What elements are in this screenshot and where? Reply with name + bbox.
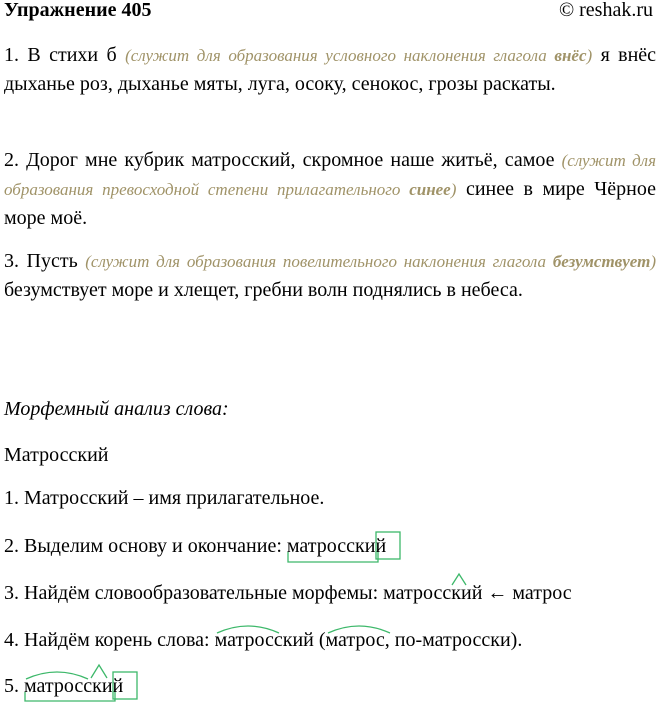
- sentence-1: 1. В стихи б (служит для образования условного наклонения глагола внёс) я внёс дыханье роз, дыханье мяты, луга, осоку, сенокос, грозы раскаты.: [4, 44, 657, 95]
- exercise-title: Упражнение 405: [4, 0, 152, 21]
- analysis-heading: Морфемный анализ слова:: [4, 398, 229, 420]
- morpheme-word: матросский: [24, 675, 123, 698]
- note-1: (служит для образования условного наклонения глагола внёс): [125, 46, 593, 65]
- step-1: 1. Матросский – имя прилагательное.: [4, 487, 325, 509]
- sentence-2: 2. Дорог мне кубрик матросский, скромное наше житьё, самое (служит для образования превосходной степени прилагательного синее) синее в мире Чёрное море моё.: [4, 149, 657, 229]
- step-2: 2. Выделим основу и окончание: матросский: [4, 535, 386, 558]
- morpheme-word: матросский: [287, 535, 386, 558]
- analysis-word: Матросский: [4, 444, 109, 466]
- note-2: (служит для образования превосходной степени прилагательного синее): [4, 151, 657, 199]
- step-3: 3. Найдём словообразовательные морфемы: матросский ← матрос: [4, 582, 572, 605]
- morpheme-word: матросский: [383, 582, 482, 605]
- step-5: 5. матросский: [4, 675, 123, 698]
- morpheme-word: матрос: [326, 629, 385, 652]
- site-watermark: © reshak.ru: [558, 0, 653, 21]
- note-3: (служит для образования повелительного наклонения глагола безумствует): [85, 252, 657, 271]
- sentence-3: 3. Пусть (служит для образования повелительного наклонения глагола безумствует) безумствует море и хлещет, гребни волн поднялись в небеса.: [4, 250, 657, 301]
- header: [4, 0, 653, 24]
- morpheme-word: матросский: [215, 629, 314, 652]
- step-4: 4. Найдём корень слова: матросский (матрос , по-матросски).: [4, 629, 522, 652]
